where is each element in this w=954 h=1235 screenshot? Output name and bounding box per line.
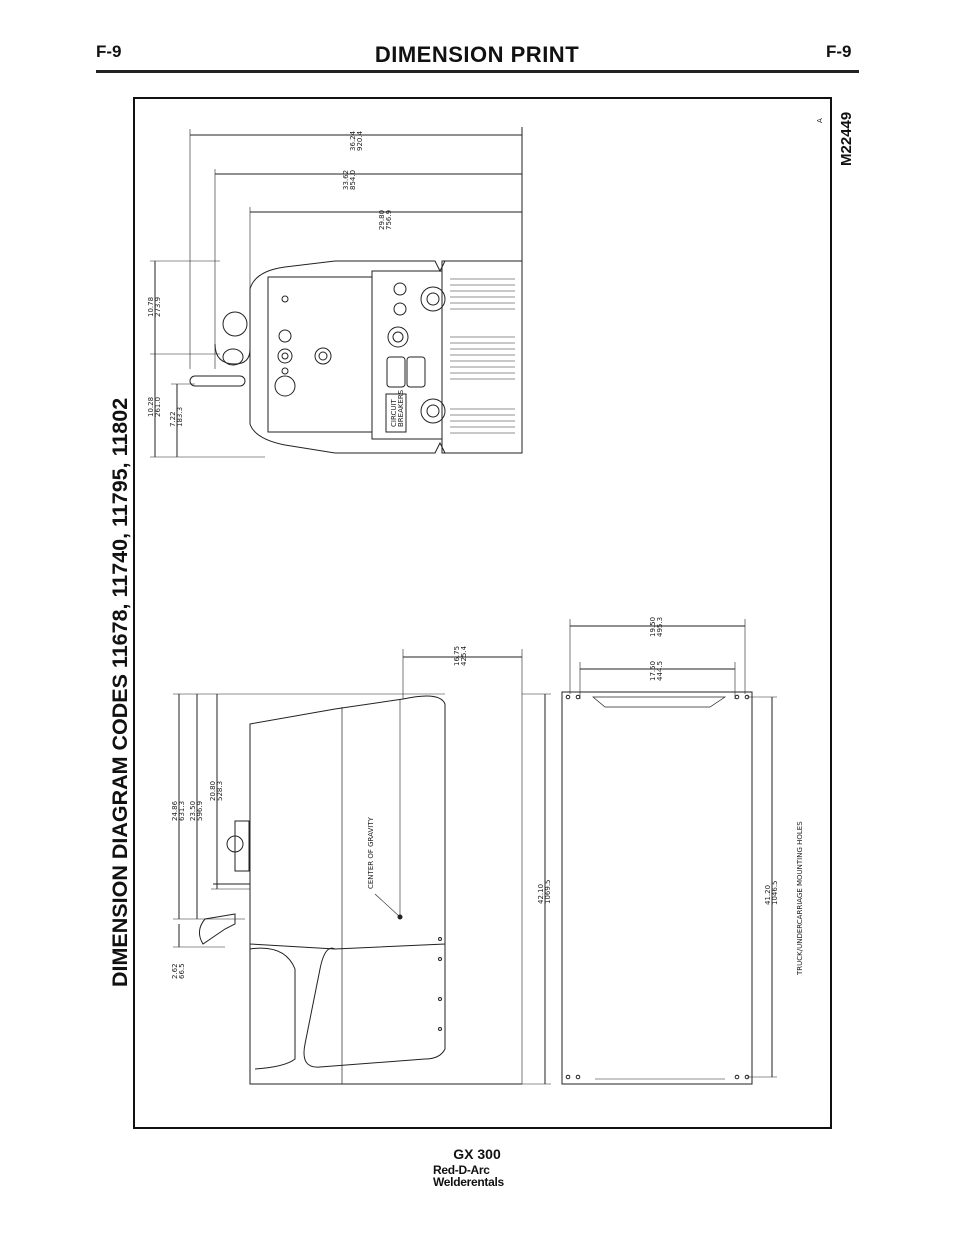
dim-base-444-5: 444.5 <box>656 660 664 681</box>
page-title: DIMENSION PRINT <box>374 42 580 67</box>
dim-top-33-62: 33.62 <box>342 169 350 190</box>
dim-top-10-78: 10.78 <box>147 296 155 317</box>
header-rule <box>96 70 859 73</box>
dim-base-17-50: 17.50 <box>649 660 657 681</box>
dim-base-41-20: 41.20 <box>764 884 772 905</box>
drawing-number: M22449 <box>838 111 855 166</box>
dim-side-596-9: 596.9 <box>196 800 204 821</box>
dim-side-66-5: 66.5 <box>178 963 186 979</box>
diagram-frame <box>108 97 855 1129</box>
diagram-title: DIMENSION DIAGRAM CODES 11678, 11740, 11795, 11802 <box>108 397 132 987</box>
dim-side-528-3: 528.3 <box>216 780 224 801</box>
dimension-drawing <box>108 99 855 1127</box>
dim-top-10-28: 10.28 <box>147 396 155 417</box>
mounting-holes-label: TRUCK/UNDERCARRIAGE MOUNTING HOLES <box>796 821 804 975</box>
dim-base-495-3: 495.3 <box>656 616 664 637</box>
dim-side-16-75: 16.75 <box>453 645 461 666</box>
dim-top-183-3: 183.3 <box>176 406 184 427</box>
dim-top-273-9: 273.9 <box>154 296 162 317</box>
top-view <box>150 127 522 457</box>
model-name: GX 300 <box>453 1146 501 1162</box>
dim-side-24-86: 24.86 <box>171 800 179 821</box>
dim-side-20-80: 20.80 <box>209 780 217 801</box>
revision-letter: A <box>816 118 824 123</box>
center-of-gravity-label: CENTER OF GRAVITY <box>367 817 375 889</box>
base-view <box>562 616 777 1084</box>
dim-side-425-4: 425.4 <box>460 645 468 666</box>
dim-top-854-0: 854.0 <box>349 169 357 190</box>
dim-top-29-80: 29.80 <box>378 209 386 230</box>
circuit-breakers-label-2: BREAKERS <box>397 389 405 427</box>
dim-side-2-62: 2.62 <box>171 963 179 979</box>
dim-top-920-4: 920.4 <box>356 130 364 151</box>
dim-base-19-50: 19.50 <box>649 616 657 637</box>
brand-line-2: Welderentals <box>433 1175 504 1189</box>
dim-side-1069-5: 1069.5 <box>544 879 552 904</box>
page-number-left: F-9 <box>96 42 122 61</box>
brand-line-1: Red-D-Arc <box>433 1163 490 1177</box>
dim-side-631-3: 631.3 <box>178 800 186 821</box>
dim-top-756-9: 756.9 <box>385 209 393 230</box>
dim-top-36-24: 36.24 <box>349 130 357 151</box>
dim-side-23-50: 23.50 <box>189 800 197 821</box>
circuit-breakers-label-1: CIRCUIT <box>390 399 398 427</box>
side-view <box>173 649 551 1084</box>
dim-side-42-10: 42.10 <box>537 883 545 904</box>
dim-top-261-0: 261.0 <box>154 396 162 417</box>
dim-base-1046-5: 1046.5 <box>771 880 779 905</box>
page-number-right: F-9 <box>826 42 852 61</box>
brand-logo <box>433 1164 504 1188</box>
dim-top-7-22: 7.22 <box>169 411 177 427</box>
